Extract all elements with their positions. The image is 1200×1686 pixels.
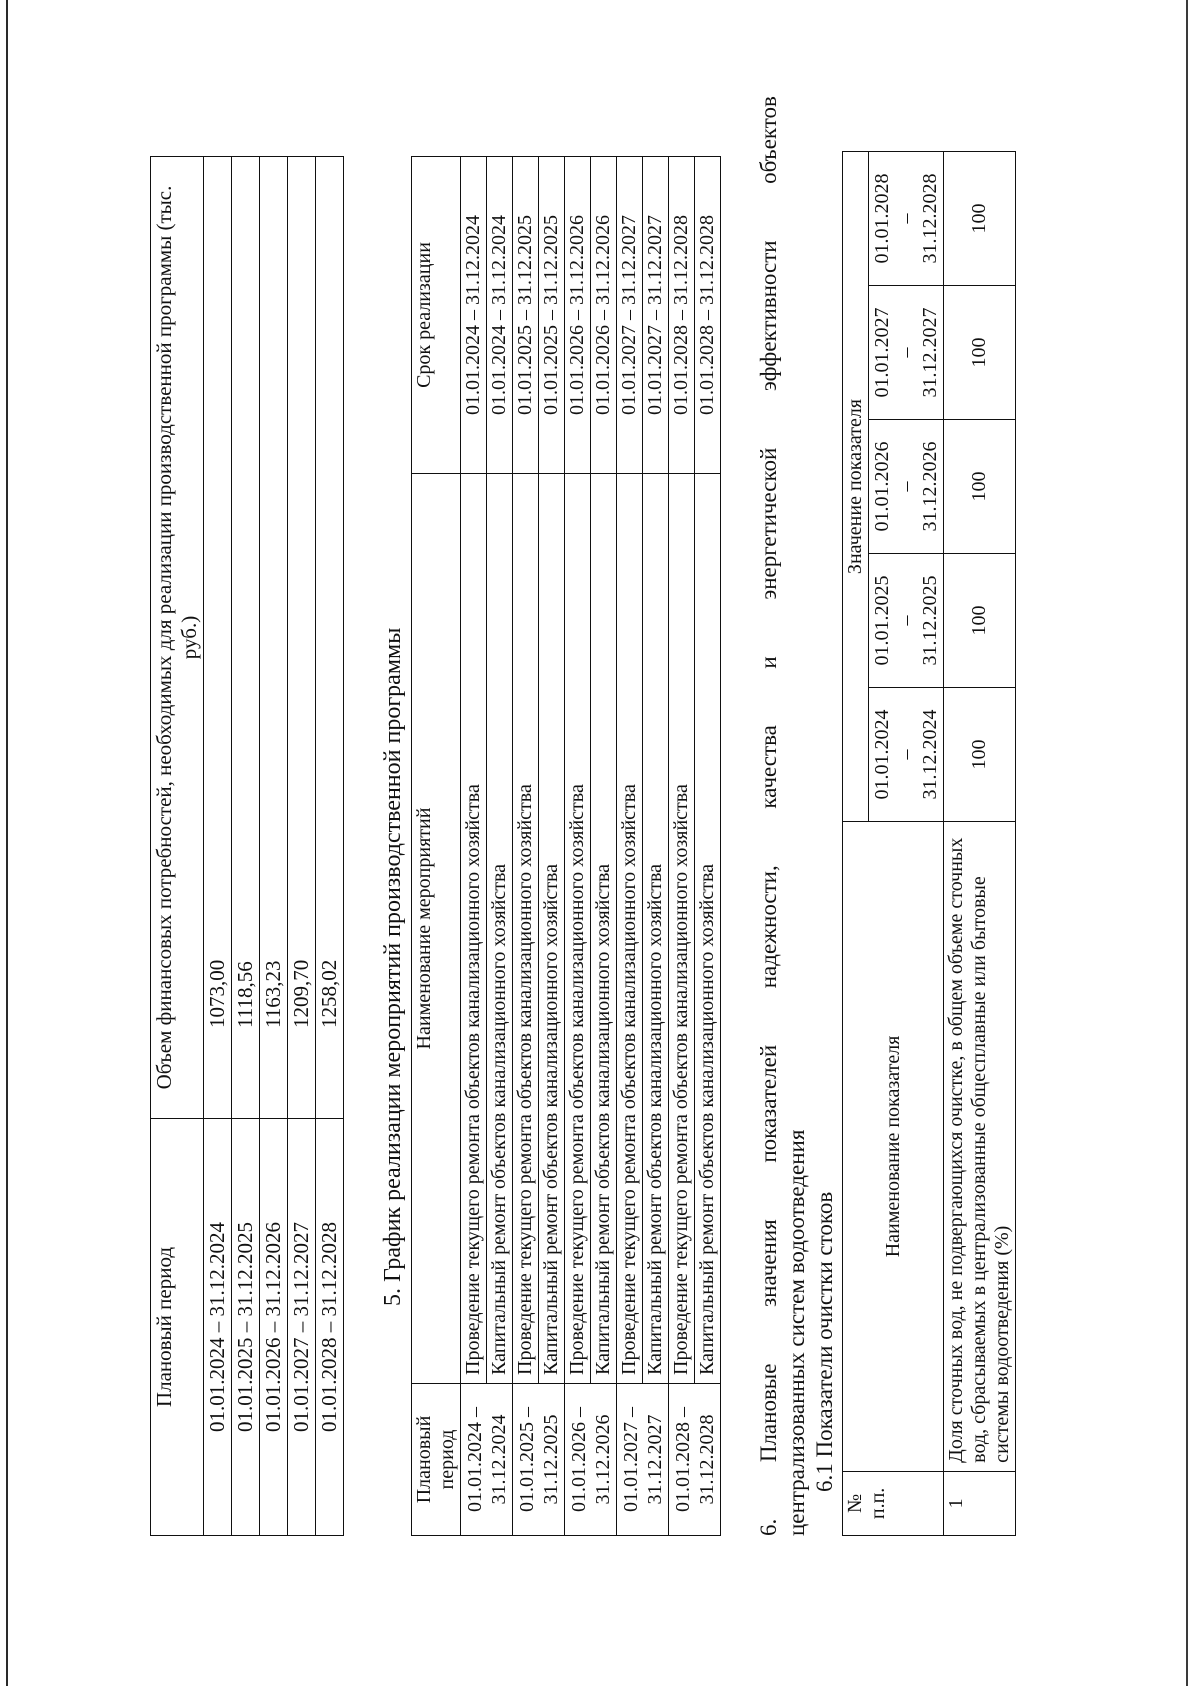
- year-dash: –: [895, 615, 918, 626]
- section6-subtitle: 6.1 Показатели очистки стоков: [811, 1191, 837, 1492]
- finance-period-cell: 01.01.2027 – 31.12.2027: [288, 1119, 316, 1536]
- section6-title-word: энергетической: [756, 447, 782, 600]
- year-to: 31.12.2027: [919, 307, 942, 398]
- schedule-name-cell: Проведение текущего ремонта объектов канализационного хозяйства: [617, 474, 643, 1384]
- schedule-name-cell: Капитальный ремонт объектов канализационного хозяйства: [487, 474, 513, 1384]
- finance-period-cell: 01.01.2024 – 31.12.2024: [204, 1119, 232, 1536]
- schedule-header-name: Наименование мероприятий: [412, 474, 461, 1384]
- schedule-table-header: [412, 157, 461, 1536]
- section5-title: 5. График реализации мероприятий производственной программы: [380, 627, 407, 1306]
- finance-header-volume: Объем финансовых потребностей, необходимых для реализации производственной программы (тыс. руб.): [151, 157, 204, 1119]
- table-row: [695, 157, 721, 1536]
- indicator-value-cell: 100: [944, 152, 1016, 286]
- section6-title-word: и: [756, 656, 782, 669]
- schedule-term-cell: 01.01.2026 – 31.12.2026: [591, 157, 617, 474]
- table-row: [591, 157, 617, 1536]
- indicators-year-cell: [869, 420, 944, 554]
- finance-period-cell: 01.01.2026 – 31.12.2026: [260, 1119, 288, 1536]
- table-row: [669, 157, 695, 1536]
- schedule-term-cell: 01.01.2024 – 31.12.2024: [461, 157, 487, 474]
- schedule-term-cell: 01.01.2027 – 31.12.2027: [643, 157, 669, 474]
- schedule-name-cell: Проведение текущего ремонта объектов канализационного хозяйства: [565, 474, 591, 1384]
- section6-title-word: значения: [756, 1219, 782, 1307]
- table-row: [232, 157, 260, 1536]
- finance-period-cell: 01.01.2025 – 31.12.2025: [232, 1119, 260, 1536]
- schedule-table: [411, 156, 721, 1536]
- indicators-header-num: № п.п.: [843, 1471, 944, 1535]
- indicator-value-cell: 100: [944, 420, 1016, 554]
- section6-title-word: Плановые: [756, 1363, 782, 1463]
- year-from: 01.01.2027: [871, 307, 894, 398]
- section6-title-line2: централизованных систем водоотведения: [783, 1129, 809, 1536]
- indicator-value-cell: 100: [944, 688, 1016, 822]
- section6-title-line1: [755, 96, 783, 1536]
- table-row: [487, 157, 513, 1536]
- indicator-value-cell: 100: [944, 286, 1016, 420]
- section6-title-word: качества: [756, 725, 782, 809]
- table-row: [260, 157, 288, 1536]
- section6-title-word: показателей: [756, 1044, 782, 1163]
- year-to: 31.12.2028: [919, 173, 942, 264]
- indicator-num-cell: 1: [944, 1471, 1016, 1535]
- schedule-term-cell: 01.01.2028 – 31.12.2028: [669, 157, 695, 474]
- schedule-term-cell: 01.01.2025 – 31.12.2025: [513, 157, 539, 474]
- year-from: 01.01.2028: [871, 173, 894, 264]
- table-row: [617, 157, 643, 1536]
- schedule-period-cell: 01.01.2024 – 31.12.2024: [461, 1384, 513, 1536]
- year-to: 31.12.2025: [919, 575, 942, 666]
- indicator-value-cell: 100: [944, 554, 1016, 688]
- table-row: [461, 157, 487, 1536]
- indicators-year-cell: [869, 286, 944, 420]
- schedule-term-cell: 01.01.2028 – 31.12.2028: [695, 157, 721, 474]
- indicators-header-values: Значение показателя: [843, 152, 869, 822]
- table-row: [643, 157, 669, 1536]
- table-row: [565, 157, 591, 1536]
- year-from: 01.01.2026: [871, 441, 894, 532]
- finance-value-cell: 1258,02: [316, 157, 344, 1119]
- schedule-name-cell: Капитальный ремонт объектов канализационного хозяйства: [695, 474, 721, 1384]
- table-row: [316, 157, 344, 1536]
- schedule-period-cell: 01.01.2025 – 31.12.2025: [513, 1384, 565, 1536]
- schedule-header-period: Плановый период: [412, 1384, 461, 1536]
- schedule-header-term: Срок реализации: [412, 157, 461, 474]
- section6-heading: [755, 96, 838, 1536]
- schedule-term-cell: 01.01.2026 – 31.12.2026: [565, 157, 591, 474]
- year-dash: –: [895, 749, 918, 760]
- finance-table-header: [151, 157, 204, 1536]
- year-dash: –: [895, 481, 918, 492]
- finance-period-cell: 01.01.2028 – 31.12.2028: [316, 1119, 344, 1536]
- year-to: 31.12.2024: [919, 709, 942, 800]
- finance-header-period: Плановый период: [151, 1119, 204, 1536]
- schedule-name-cell: Проведение текущего ремонта объектов канализационного хозяйства: [669, 474, 695, 1384]
- table-row: [539, 157, 565, 1536]
- year-from: 01.01.2025: [871, 575, 894, 666]
- section6-title-word: объектов: [756, 96, 782, 184]
- schedule-period-cell: 01.01.2028 – 31.12.2028: [669, 1384, 721, 1536]
- indicator-name-cell: Доля сточных вод, не подвергающихся очистке, в общем объеме сточных вод, сбрасываемых в централизованные общесплавные или бытовые системы водоотведения (%): [944, 822, 1016, 1472]
- year-to: 31.12.2026: [919, 441, 942, 532]
- schedule-name-cell: Капитальный ремонт объектов канализационного хозяйства: [643, 474, 669, 1384]
- schedule-term-cell: 01.01.2025 – 31.12.2025: [539, 157, 565, 474]
- schedule-term-cell: 01.01.2024 – 31.12.2024: [487, 157, 513, 474]
- year-from: 01.01.2024: [871, 709, 894, 800]
- schedule-period-cell: 01.01.2026 – 31.12.2026: [565, 1384, 617, 1536]
- year-dash: –: [895, 213, 918, 224]
- finance-value-cell: 1118,56: [232, 157, 260, 1119]
- schedule-name-cell: Капитальный ремонт объектов канализационного хозяйства: [539, 474, 565, 1384]
- indicators-year-cell: [869, 688, 944, 822]
- finance-value-cell: 1209,70: [288, 157, 316, 1119]
- table-row: [513, 157, 539, 1536]
- indicators-year-cell: [869, 152, 944, 286]
- section6-title-word: надежности,: [756, 865, 782, 989]
- section6-title-word: эффективности: [756, 240, 782, 392]
- schedule-name-cell: Капитальный ремонт объектов канализационного хозяйства: [591, 474, 617, 1384]
- document-page: [150, 96, 1016, 1536]
- schedule-name-cell: Проведение текущего ремонта объектов канализационного хозяйства: [461, 474, 487, 1384]
- finance-value-cell: 1163,23: [260, 157, 288, 1119]
- indicators-year-cell: [869, 554, 944, 688]
- year-dash: –: [895, 347, 918, 358]
- schedule-term-cell: 01.01.2027 – 31.12.2027: [617, 157, 643, 474]
- schedule-name-cell: Проведение текущего ремонта объектов канализационного хозяйства: [513, 474, 539, 1384]
- indicators-header-name: Наименование показателя: [843, 822, 944, 1472]
- table-row: [944, 152, 1016, 1536]
- table-row: [288, 157, 316, 1536]
- finance-table: [150, 156, 344, 1536]
- schedule-period-cell: 01.01.2027 – 31.12.2027: [617, 1384, 669, 1536]
- indicators-table: [842, 151, 1016, 1536]
- finance-value-cell: 1073,00: [204, 157, 232, 1119]
- section6-title-word: 6.: [756, 1518, 782, 1536]
- indicators-header-row: [843, 152, 869, 1536]
- table-row: [204, 157, 232, 1536]
